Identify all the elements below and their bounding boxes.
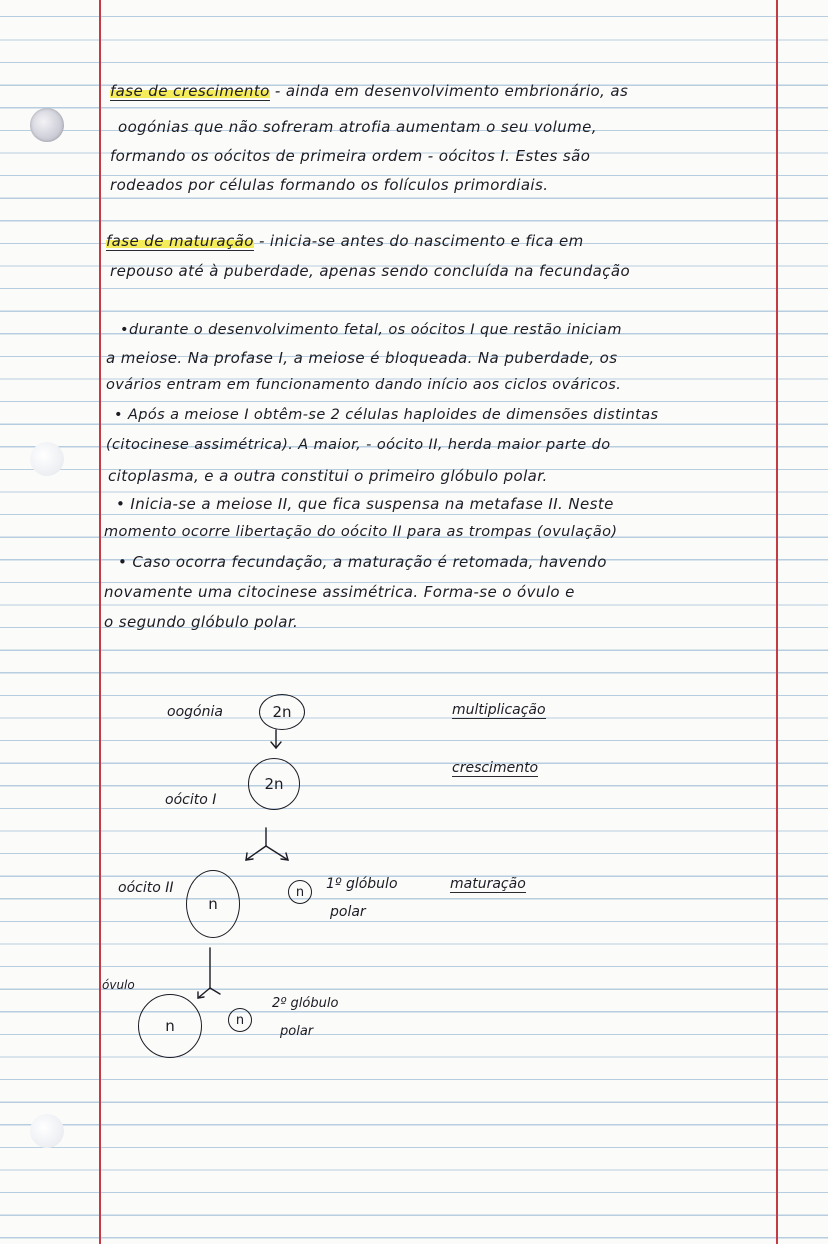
- polar-body-1-cell: n: [288, 880, 312, 904]
- note-line: • Caso ocorra fecundação, a maturação é retomada, havendo: [118, 553, 607, 571]
- note-line: (citocinese assimétrica). A maior, - oócito II, herda maior parte do: [106, 437, 611, 453]
- oogonia-cell: 2n: [259, 694, 305, 730]
- heading-fase-maturacao: fase de maturação: [106, 232, 254, 250]
- note-line: • Inicia-se a meiose II, que fica suspensa na metafase II. Neste: [116, 495, 614, 513]
- ovulo-cell: n: [138, 994, 202, 1058]
- stage-maturacao: maturação: [450, 876, 526, 892]
- stage-crescimento: crescimento: [452, 760, 539, 776]
- note-line: fase de crescimento - ainda em desenvolvimento embrionário, as: [110, 82, 629, 100]
- note-line: oogónias que não sofreram atrofia aumentam o seu volume,: [118, 118, 597, 136]
- note-line: repouso até à puberdade, apenas sendo concluída na fecundação: [110, 262, 631, 280]
- note-line: novamente uma citocinese assimétrica. Forma-se o óvulo e: [104, 583, 575, 601]
- note-line: a meiose. Na profase I, a meiose é bloqueada. Na puberdade, os: [106, 349, 618, 367]
- note-line: citoplasma, e a outra constitui o primeiro glóbulo polar.: [108, 467, 548, 485]
- polar-body-2-label: polar: [280, 1024, 314, 1039]
- note-line: •durante o desenvolvimento fetal, os oócitos I que restão iniciam: [120, 322, 622, 338]
- note-line: o segundo glóbulo polar.: [104, 613, 299, 631]
- polar-body-1-label: 1º glóbulo: [326, 876, 398, 892]
- note-line: ovários entram em funcionamento dando início aos ciclos ováricos.: [106, 377, 622, 393]
- polar-body-2-label: 2º glóbulo: [272, 996, 339, 1011]
- heading-fase-crescimento: fase de crescimento: [110, 82, 270, 100]
- note-line: formando os oócitos de primeira ordem - oócitos I. Estes são: [110, 147, 591, 165]
- oocito-1-label: oócito I: [165, 792, 217, 808]
- polar-body-2-cell: n: [228, 1008, 252, 1032]
- oocito-1-cell: 2n: [248, 758, 300, 810]
- oocito-2-label: oócito II: [118, 880, 174, 896]
- oogonia-label: oogónia: [167, 704, 223, 720]
- note-line: rodeados por células formando os folículos primordiais.: [110, 176, 549, 194]
- note-line: • Após a meiose I obtêm-se 2 células haploides de dimensões distintas: [114, 407, 659, 423]
- note-line: fase de maturação - inicia-se antes do nascimento e fica em: [106, 232, 584, 250]
- note-line: momento ocorre libertação do oócito II para as trompas (ovulação): [104, 524, 618, 540]
- oocito-2-cell: n: [186, 870, 240, 938]
- ovulo-label: óvulo: [102, 978, 135, 992]
- polar-body-1-label: polar: [330, 904, 366, 920]
- stage-multiplicacao: multiplicação: [452, 702, 546, 718]
